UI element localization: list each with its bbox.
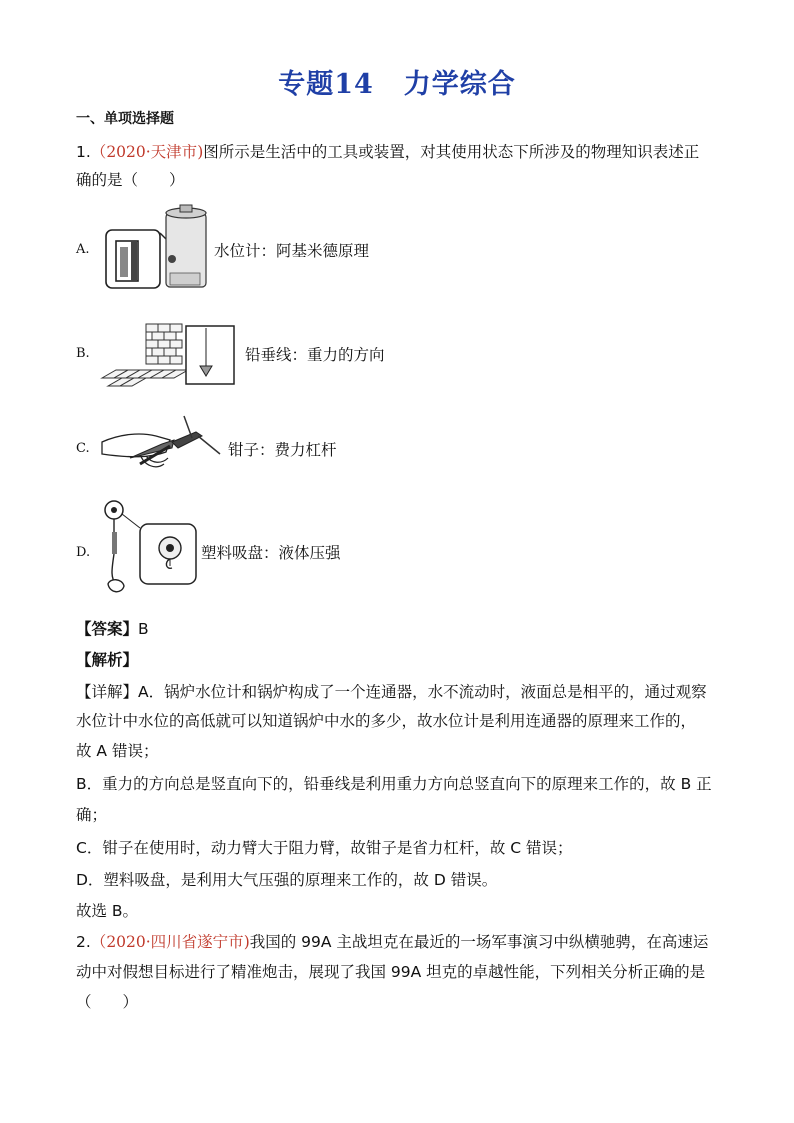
answer-line (76, 619, 149, 639)
pliers-hand-icon (100, 414, 224, 474)
q1-stem-line2: 确的是（ ） (76, 171, 185, 189)
explanation-line-5: 确； (76, 806, 108, 824)
q2-stem-line3: （ ） (76, 993, 139, 1011)
page-title (0, 62, 794, 101)
q1-stem-text1: 图所示是生活中的工具或装置，对其使用状态下所涉及的物理知识表述正 (203, 143, 700, 161)
section-heading: 一、单项选择题 (76, 111, 174, 127)
answer-value: B (138, 620, 149, 638)
option-a-text: 水位计：阿基米德原理 (214, 242, 370, 260)
explanation-line-8: 故选 B。 (76, 902, 139, 920)
explanation-line-4: B．重力的方向总是竖直向下的，铅垂线是利用重力方向总竖直向下的原理来工作的，故 B 正 (76, 775, 712, 793)
option-c-text: 钳子：费力杠杆 (228, 441, 337, 459)
q1-stem-line1 (76, 142, 699, 162)
plumb-line-wall-icon (98, 318, 238, 390)
explanation-line-6: C．钳子在使用时，动力臂大于阻力臂，故钳子是省力杠杆，故 C 错误； (76, 839, 573, 857)
analysis-label: 【解析】 (76, 651, 139, 669)
title-name: 力学综合 (403, 69, 516, 100)
q2-number: 2. (76, 933, 91, 951)
option-c-letter: C. (76, 441, 90, 456)
option-b-text: 铅垂线：重力的方向 (245, 346, 385, 364)
q2-source-open: （ (90, 933, 107, 951)
q1-source-close: ) (197, 143, 204, 161)
explanation-line-1: 【详解】A．锅炉水位计和锅炉构成了一个连通器，水不流动时，液面总是相平的，通过观察 (76, 683, 707, 701)
option-a-letter: A. (76, 242, 90, 257)
option-d-text: 塑料吸盘：液体压强 (201, 544, 341, 562)
q2-stem-text1: 我国的 99A 主战坦克在最近的一场军事演习中纵横驰骋，在高速运 (249, 933, 709, 951)
boiler-water-gauge-icon (104, 203, 210, 291)
q2-stem-line2: 动中对假想目标进行了精准炮击，展现了我国 99A 坦克的卓越性能，下列相关分析正确的是 (76, 963, 706, 981)
suction-cup-hook-icon (100, 498, 200, 600)
title-number: 14 (334, 69, 374, 100)
option-b-letter: B. (76, 346, 90, 361)
explanation-line-3: 故 A 错误； (76, 742, 159, 760)
q1-source: 2020·天津市 (106, 143, 198, 161)
explanation-line-2: 水位计中水位的高低就可以知道锅炉中水的多少，故水位计是利用连通器的原理来工作的， (76, 712, 697, 730)
q2-stem-line1 (76, 932, 708, 952)
explanation-line-7: D．塑料吸盘，是利用大气压强的原理来工作的，故 D 错误。 (76, 871, 498, 889)
title-prefix: 专题 (278, 69, 335, 100)
q2-source-close: ) (243, 933, 250, 951)
option-d-letter: D. (76, 545, 91, 560)
q1-number: 1. (76, 143, 91, 161)
answer-label: 【答案】 (76, 620, 139, 638)
q2-source: 2020·四川省遂宁市 (106, 933, 244, 951)
q1-source-open: （ (90, 143, 107, 161)
